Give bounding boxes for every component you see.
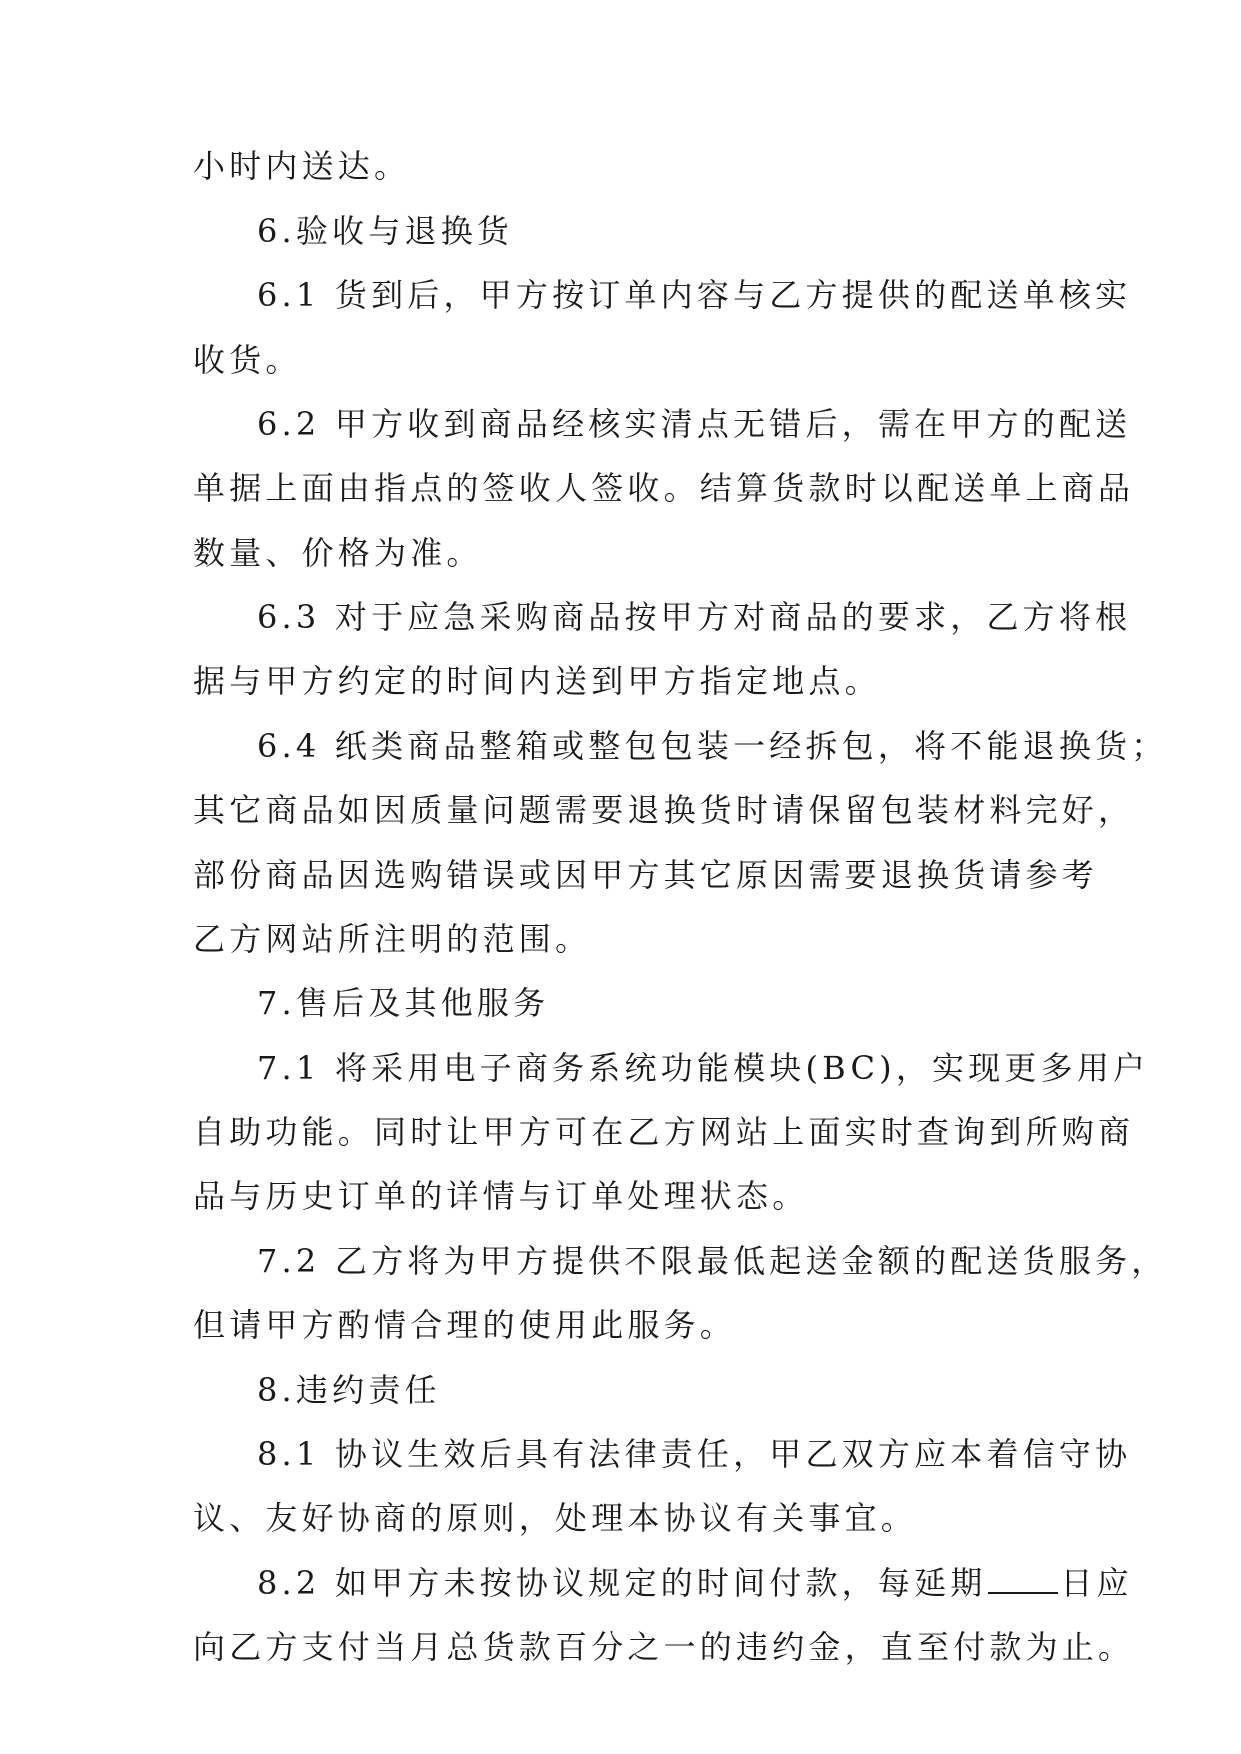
text-line: 小时内送达。 [193, 147, 411, 185]
text-line: 6.3 对于应急采购商品按甲方对商品的要求，乙方将根 [257, 598, 1132, 636]
text-segment: 日应 [1060, 1564, 1133, 1602]
text-line: 品与历史订单的详情与订单处理状态。 [193, 1177, 809, 1215]
text-line: 部份商品因选购错误或因甲方其它原因需要退换货请参考 [193, 856, 1099, 894]
text-line: 8.1 协议生效后具有法律责任，甲乙双方应本着信守协 [257, 1435, 1132, 1473]
text-line: 议、友好协商的原则，处理本协议有关事宜。 [193, 1499, 918, 1537]
section-heading: 8.违约责任 [257, 1371, 441, 1409]
text-segment: 8.2 如甲方未按协议规定的时间付款，每延期 [257, 1564, 987, 1602]
text-line: 6.2 甲方收到商品经核实清点无错后，需在甲方的配送 [257, 405, 1132, 443]
fill-in-blank [988, 1564, 1058, 1594]
text-line: 7.1 将采用电子商务系统功能模块(BC)，实现更多用户 [257, 1049, 1150, 1087]
text-line: 数量、价格为准。 [193, 534, 483, 572]
text-line: 6.4 纸类商品整箱或整包包装一经拆包，将不能退换货； [257, 727, 1168, 765]
text-line: 7.2 乙方将为甲方提供不限最低起送金额的配送货服务， [257, 1242, 1168, 1280]
section-heading: 7.售后及其他服务 [257, 984, 550, 1022]
text-line: 自助功能。同时让甲方可在乙方网站上面实时查询到所购商 [193, 1113, 1135, 1151]
text-line: 单据上面由指点的签收人签收。结算货款时以配送单上商品 [193, 469, 1135, 507]
text-line: 向乙方支付当月总货款百分之一的违约金，直至付款为止。 [193, 1628, 1135, 1666]
section-heading: 6.验收与退换货 [257, 212, 514, 250]
text-line [257, 1563, 1133, 1603]
text-line: 据与甲方约定的时间内送到甲方指定地点。 [193, 662, 881, 700]
text-line: 其它商品如因质量问题需要退换货时请保留包装材料完好， [193, 791, 1135, 829]
text-line: 6.1 货到后，甲方按订单内容与乙方提供的配送单核实 [257, 276, 1132, 314]
text-line: 乙方网站所注明的范围。 [193, 920, 592, 958]
text-line: 收货。 [193, 341, 302, 379]
text-line: 但请甲方酌情合理的使用此服务。 [193, 1306, 737, 1344]
